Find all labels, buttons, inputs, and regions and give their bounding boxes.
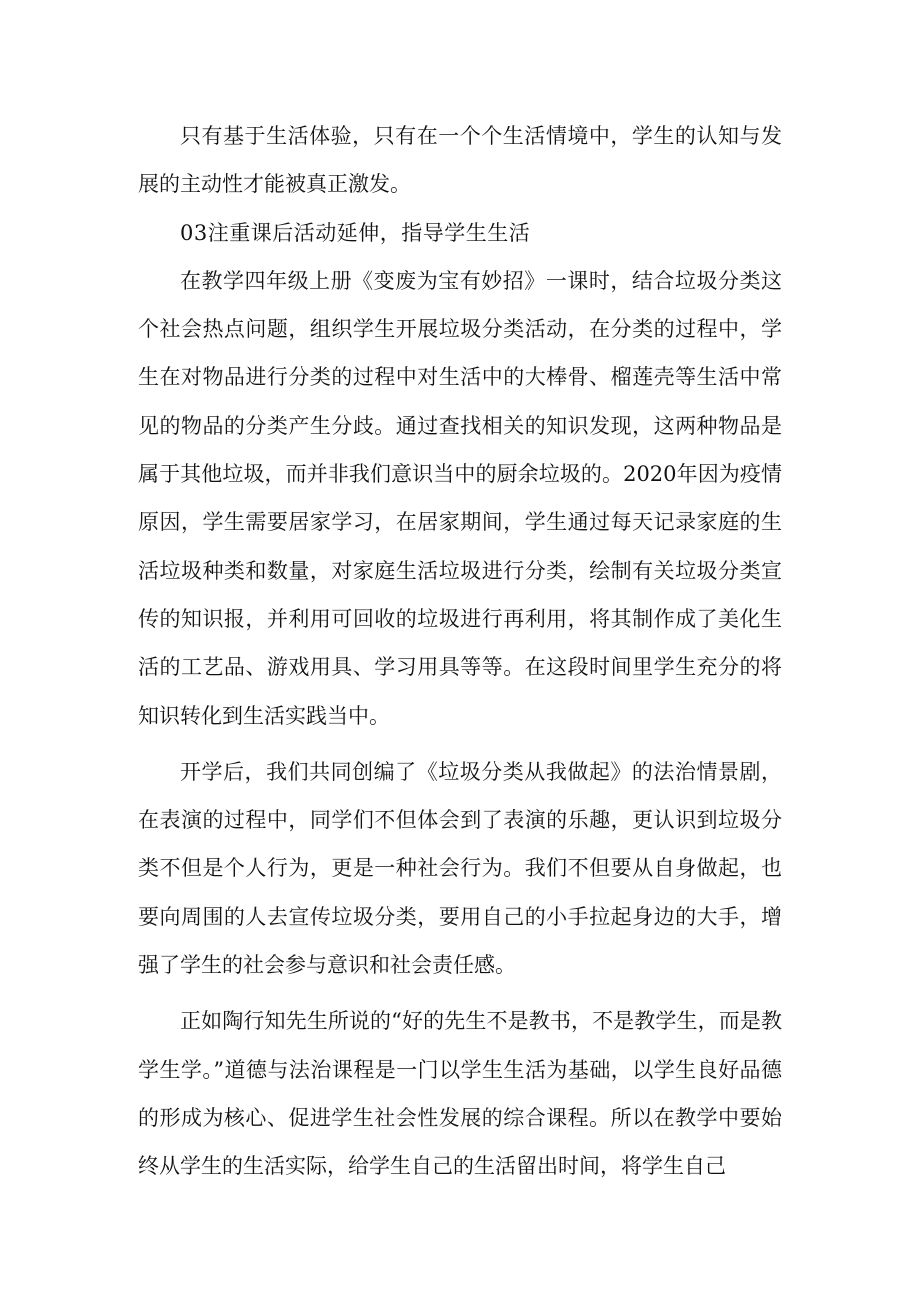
paragraph-drama: 开学后，我们共同创编了《垃圾分类从我做起》的法治情景剧，在表演的过程中，同学们不但体会到了表演的乐趣，更认识到垃圾分类不但是个人行为，更是一种社会行为。我们不但要从自身做起，也要向周围的人去宣传垃圾分类，要用自己的小手拉起身边的大手，增强了学生的社会参与意识和社会责任感。	[138, 759, 782, 978]
paragraph-intro: 只有基于生活体验，只有在一个个生活情境中，学生的认知与发展的主动性才能被真正激发。	[138, 124, 782, 197]
section-heading: 03注重课后活动延伸，指导学生生活	[180, 220, 531, 245]
paragraph-conclusion: 正如陶行知先生所说的“好的先生不是教书，不是教学生，而是教学生学。”道德与法治课程是一门以学生生活为基础，以学生良好品德的形成为核心、促进学生社会性发展的综合课程。所以在教学中要始终从学生的生活实际，给学生自己的生活留出时间，将学生自己	[138, 1009, 782, 1179]
paragraph-garbage-sorting: 在教学四年级上册《变废为宝有妙招》一课时，结合垃圾分类这个社会热点问题，组织学生开展垃圾分类活动，在分类的过程中，学生在对物品进行分类的过程中对生活中的大棒骨、榴莲壳等生活中常见的物品的分类产生分歧。通过查找相关的知识发现，这两种物品是属于其他垃圾，而并非我们意识当中的厨余垃圾的。2020年因为疫情原因，学生需要居家学习，在居家期间，学生通过每天记录家庭的生活垃圾种类和数量，对家庭生活垃圾进行分类，绘制有关垃圾分类宣传的知识报，并利用可回收的垃圾进行再利用，将其制作成了美化生活的工艺品、游戏用具、学习用具等等。在这段时间里学生充分的将知识转化到生活实践当中。	[138, 268, 782, 728]
document-body	[138, 112, 782, 1191]
